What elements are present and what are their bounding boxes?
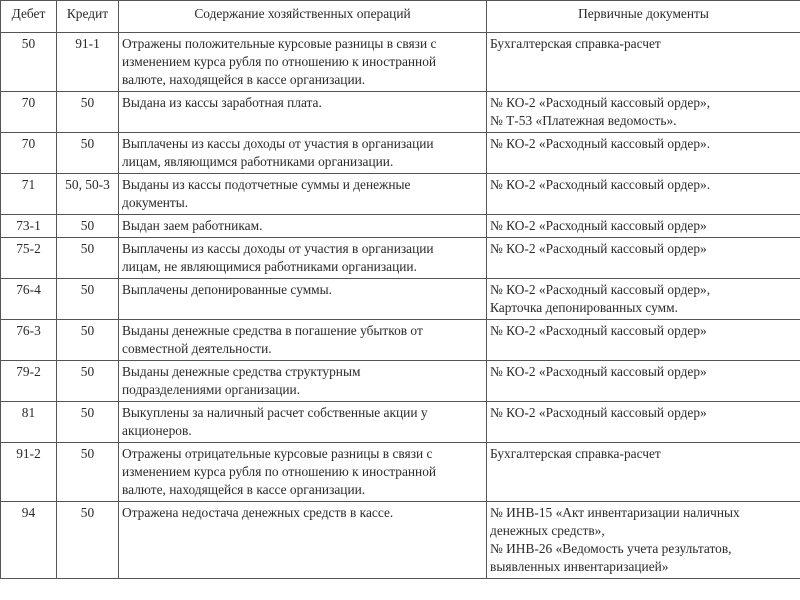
document-line: № КО-2 «Расходный кассовый ордер» (490, 323, 707, 338)
description-line: Выплачены депонированные суммы. (122, 282, 332, 297)
cell-documents (487, 402, 800, 443)
cell-documents (487, 361, 800, 402)
cell-debit: 73-1 (1, 215, 57, 238)
cell-description (119, 92, 487, 133)
document-line: денежных средств», (490, 523, 605, 538)
cell-debit: 81 (1, 402, 57, 443)
cell-credit: 50 (57, 215, 119, 238)
cell-credit: 91-1 (57, 33, 119, 92)
cell-debit: 70 (1, 92, 57, 133)
description-line: Отражены положительные курсовые разницы в связи с (122, 36, 437, 51)
cell-documents (487, 215, 800, 238)
description-line: Выплачены из кассы доходы от участия в организации (122, 136, 434, 151)
cell-description (119, 502, 487, 579)
cell-credit: 50 (57, 502, 119, 579)
header-debit: Дебет (1, 1, 57, 33)
description-line: Выдана из кассы заработная плата. (122, 95, 322, 110)
description-line: подразделениями организации. (122, 382, 301, 397)
cell-documents (487, 133, 800, 174)
cell-description (119, 361, 487, 402)
cell-description (119, 402, 487, 443)
document-line: № КО-2 «Расходный кассовый ордер». (490, 136, 711, 151)
cell-documents (487, 443, 800, 502)
cell-debit: 70 (1, 133, 57, 174)
cell-debit: 71 (1, 174, 57, 215)
description-line: Выдан заем работникам. (122, 218, 263, 233)
cell-documents (487, 279, 800, 320)
table-row (1, 402, 800, 443)
header-documents: Первичные документы (487, 1, 800, 33)
cell-description (119, 215, 487, 238)
cell-description (119, 443, 487, 502)
cell-debit: 94 (1, 502, 57, 579)
description-line: Отражена недостача денежных средств в кассе. (122, 505, 394, 520)
cell-documents (487, 92, 800, 133)
cell-description (119, 174, 487, 215)
document-line: № ИНВ-15 «Акт инвентаризации наличных (490, 505, 740, 520)
cell-documents (487, 33, 800, 92)
cell-credit: 50 (57, 443, 119, 502)
cell-debit: 50 (1, 33, 57, 92)
cell-credit: 50 (57, 402, 119, 443)
description-line: лицам, не являющимися работниками организации. (122, 259, 417, 274)
header-description: Содержание хозяйственных операций (119, 1, 487, 33)
cell-credit: 50 (57, 320, 119, 361)
description-line: изменением курса рубля по отношению к иностранной (122, 464, 437, 479)
cell-debit: 76-4 (1, 279, 57, 320)
cell-debit: 76-3 (1, 320, 57, 361)
document-line: Карточка депонированных сумм. (490, 300, 678, 315)
cell-credit: 50 (57, 92, 119, 133)
description-line: валюте, находящейся в кассе организации. (122, 482, 366, 497)
cell-description (119, 133, 487, 174)
cell-documents (487, 238, 800, 279)
cell-credit: 50 (57, 279, 119, 320)
description-line: лицам, являющимся работниками организации. (122, 154, 394, 169)
cell-description (119, 320, 487, 361)
cell-credit: 50, 50-3 (57, 174, 119, 215)
document-line: № Т-53 «Платежная ведомость». (490, 113, 677, 128)
cell-debit: 79-2 (1, 361, 57, 402)
table-row (1, 238, 800, 279)
document-line: № КО-2 «Расходный кассовый ордер». (490, 177, 711, 192)
cell-description (119, 279, 487, 320)
table-row (1, 33, 800, 92)
cell-credit: 50 (57, 133, 119, 174)
table-body (1, 33, 800, 579)
description-line: валюте, находящейся в кассе организации. (122, 72, 366, 87)
description-line: Выданы денежные средства в погашение убытков от (122, 323, 423, 338)
document-line: № ИНВ-26 «Ведомость учета результатов, (490, 541, 732, 556)
cell-credit: 50 (57, 361, 119, 402)
cell-documents (487, 502, 800, 579)
document-line: № КО-2 «Расходный кассовый ордер» (490, 405, 707, 420)
header-credit: Кредит (57, 1, 119, 33)
cell-description (119, 33, 487, 92)
table-row (1, 215, 800, 238)
document-line: № КО-2 «Расходный кассовый ордер», (490, 95, 711, 110)
description-line: Выкуплены за наличный расчет собственные акции у (122, 405, 428, 420)
table-row (1, 320, 800, 361)
document-line: № КО-2 «Расходный кассовый ордер» (490, 241, 707, 256)
cell-documents (487, 174, 800, 215)
table-row (1, 361, 800, 402)
document-line: № КО-2 «Расходный кассовый ордер», (490, 282, 711, 297)
cell-debit: 91-2 (1, 443, 57, 502)
cell-documents (487, 320, 800, 361)
table-header-row (1, 1, 800, 33)
document-line: № КО-2 «Расходный кассовый ордер» (490, 364, 707, 379)
table-row (1, 443, 800, 502)
description-line: Отражены отрицательные курсовые разницы в связи с (122, 446, 433, 461)
description-line: Выданы денежные средства структурным (122, 364, 361, 379)
description-line: изменением курса рубля по отношению к иностранной (122, 54, 437, 69)
document-line: Бухгалтерская справка-расчет (490, 446, 661, 461)
cell-description (119, 238, 487, 279)
description-line: документы. (122, 195, 189, 210)
table-row (1, 502, 800, 579)
description-line: Выданы из кассы подотчетные суммы и денежные (122, 177, 411, 192)
document-line: Бухгалтерская справка-расчет (490, 36, 661, 51)
cell-debit: 75-2 (1, 238, 57, 279)
table-row (1, 92, 800, 133)
table-row (1, 279, 800, 320)
document-line: выявленных инвентаризацией» (490, 559, 669, 574)
description-line: акционеров. (122, 423, 192, 438)
description-line: совместной деятельности. (122, 341, 272, 356)
description-line: Выплачены из кассы доходы от участия в организации (122, 241, 434, 256)
document-line: № КО-2 «Расходный кассовый ордер» (490, 218, 707, 233)
table-row (1, 133, 800, 174)
cell-credit: 50 (57, 238, 119, 279)
table-row (1, 174, 800, 215)
